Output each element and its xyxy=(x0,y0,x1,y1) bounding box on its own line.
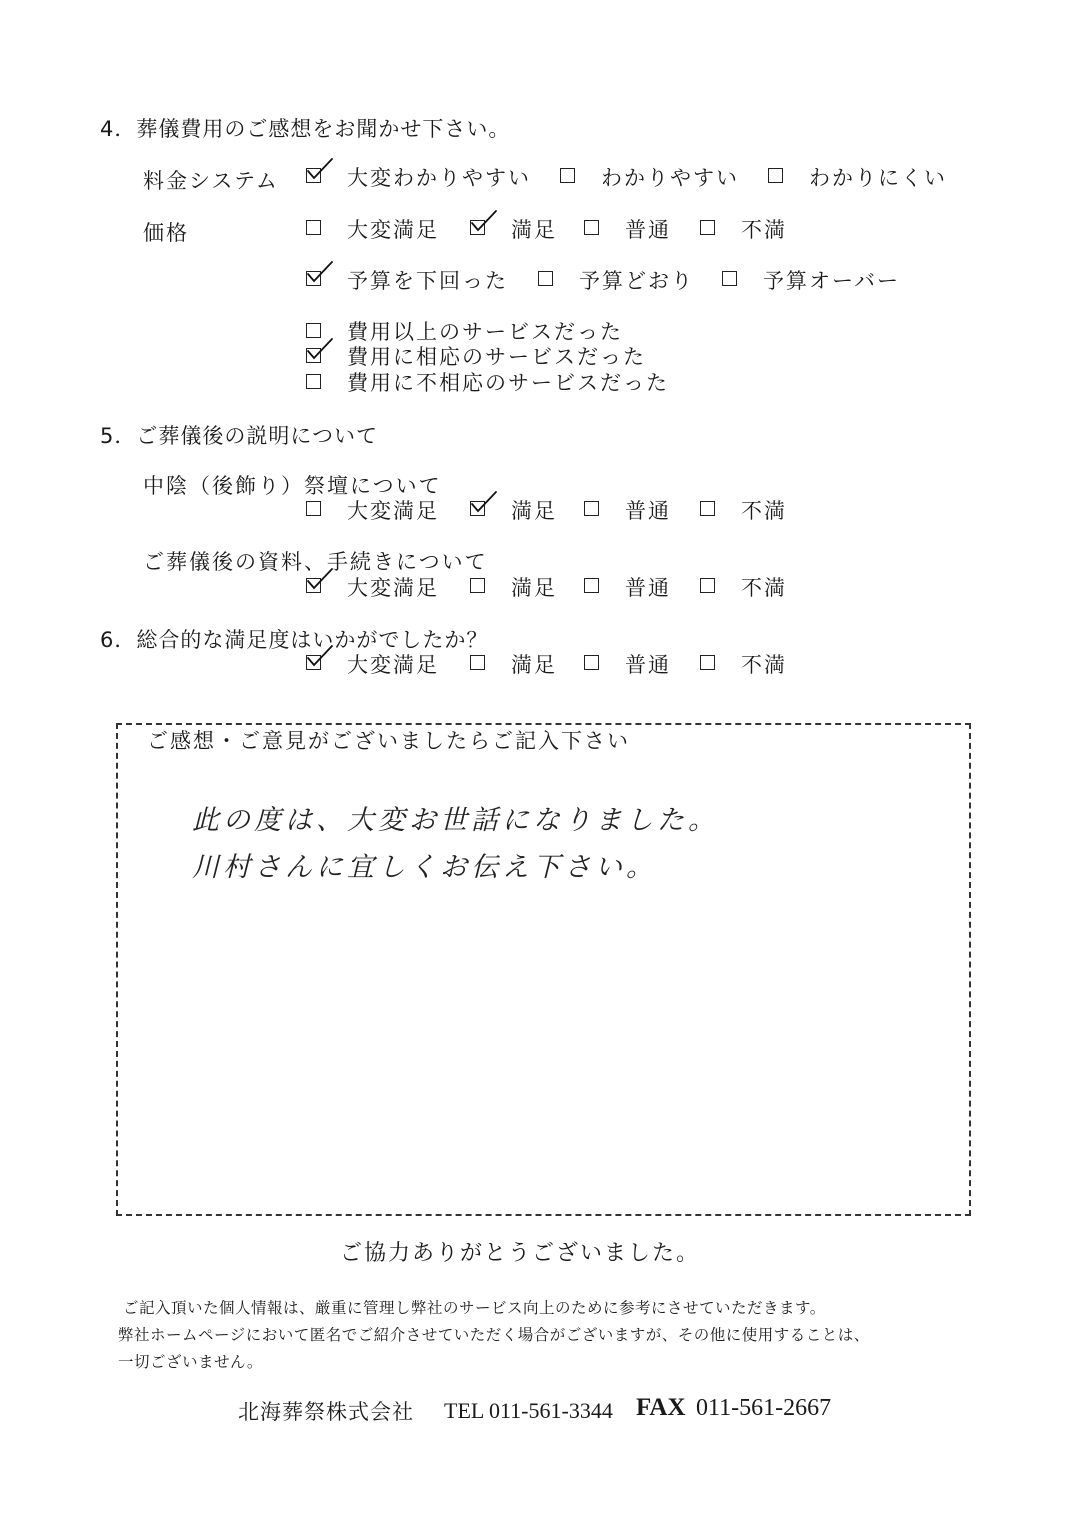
option-overall-very-satisfied: 大変満足 xyxy=(347,653,439,677)
checkbox-docs-very-satisfied[interactable] xyxy=(306,578,321,593)
checkbox-very-clear[interactable] xyxy=(306,168,321,183)
q5-title: 5．ご葬儀後の説明について xyxy=(100,424,378,448)
option-altar-dissatisfied: 不満 xyxy=(741,499,787,523)
option-unclear: わかりにくい xyxy=(809,166,947,190)
checkbox-altar-satisfied[interactable] xyxy=(470,501,485,516)
thanks-message: ご協力ありがとうございました。 xyxy=(340,1241,701,1266)
option-altar-very-satisfied: 大変満足 xyxy=(347,499,439,523)
checkbox-unclear[interactable] xyxy=(768,168,783,183)
option-docs-dissatisfied: 不満 xyxy=(741,576,787,600)
checkmark-icon xyxy=(305,337,335,363)
checkmark-icon xyxy=(305,644,335,670)
option-price-dissatisfied: 不満 xyxy=(741,218,787,242)
privacy-line-2: 弊社ホームページにおいて匿名でご紹介させていただく場合がございますが、その他に使用することは、 xyxy=(118,1326,870,1344)
option-price-very-satisfied: 大変満足 xyxy=(347,218,439,242)
checkbox-under-budget[interactable] xyxy=(306,271,321,286)
fax-number: 011-561-2667 xyxy=(696,1395,832,1421)
option-overall-dissatisfied: 不満 xyxy=(741,653,787,677)
option-clear: わかりやすい xyxy=(601,166,739,190)
privacy-line-3: 一切ございません。 xyxy=(118,1353,263,1371)
fax-label: FAX xyxy=(636,1394,686,1421)
option-overall-satisfied: 満足 xyxy=(511,653,557,677)
checkbox-price-satisfied[interactable] xyxy=(470,220,485,235)
checkbox-service-below[interactable] xyxy=(306,374,321,389)
option-very-clear: 大変わかりやすい xyxy=(347,166,531,190)
checkbox-service-match[interactable] xyxy=(306,348,321,363)
comment-heading: ご感想・ご意見がございましたらご記入下さい xyxy=(143,725,634,755)
price-label: 価格 xyxy=(143,221,189,245)
option-over-budget: 予算オーバー xyxy=(763,269,900,293)
checkbox-price-very-satisfied[interactable] xyxy=(306,220,321,235)
option-docs-very-satisfied: 大変満足 xyxy=(347,576,439,600)
option-altar-satisfied: 満足 xyxy=(511,499,557,523)
checkbox-overall-very-satisfied[interactable] xyxy=(306,655,321,670)
checkmark-icon xyxy=(305,567,335,593)
checkbox-docs-dissatisfied[interactable] xyxy=(700,578,715,593)
privacy-line-1: ご記入頂いた個人情報は、厳重に管理し弊社のサービス向上のために参考にさせていただきます。 xyxy=(123,1299,826,1317)
checkmark-icon xyxy=(469,490,499,516)
tel-number: TEL 011-561-3344 xyxy=(444,1398,613,1423)
checkbox-over-budget[interactable] xyxy=(722,271,737,286)
checkbox-price-average[interactable] xyxy=(584,220,599,235)
docs-label: ご葬儀後の資料、手続きについて xyxy=(143,550,488,574)
option-service-above: 費用以上のサービスだった xyxy=(347,320,623,344)
altar-label: 中陰（後飾り）祭壇について xyxy=(143,474,442,498)
checkbox-docs-satisfied[interactable] xyxy=(470,578,485,593)
checkbox-service-above[interactable] xyxy=(306,323,321,338)
checkmark-icon xyxy=(305,260,335,286)
option-docs-satisfied: 満足 xyxy=(511,576,557,600)
option-price-satisfied: 満足 xyxy=(511,218,557,242)
option-service-match: 費用に相応のサービスだった xyxy=(347,345,646,369)
checkbox-overall-average[interactable] xyxy=(584,655,599,670)
checkbox-clear[interactable] xyxy=(560,168,575,183)
checkbox-altar-average[interactable] xyxy=(584,501,599,516)
fee-system-label: 料金システム xyxy=(143,169,279,193)
q6-title: 6．総合的な満足度はいかがでしたか？ xyxy=(100,628,489,652)
checkbox-overall-dissatisfied[interactable] xyxy=(700,655,715,670)
company-name: 北海葬祭株式会社 xyxy=(238,1400,414,1424)
option-docs-average: 普通 xyxy=(625,576,671,600)
option-price-average: 普通 xyxy=(625,218,671,242)
option-under-budget: 予算を下回った xyxy=(347,269,508,293)
option-on-budget: 予算どおり xyxy=(579,269,694,293)
checkbox-overall-satisfied[interactable] xyxy=(470,655,485,670)
option-altar-average: 普通 xyxy=(625,499,671,523)
option-overall-average: 普通 xyxy=(625,653,671,677)
checkbox-price-dissatisfied[interactable] xyxy=(700,220,715,235)
checkbox-on-budget[interactable] xyxy=(538,271,553,286)
comment-line-2: 川村さんに宜しくお伝え下さい。 xyxy=(192,852,657,883)
checkmark-icon xyxy=(305,157,335,183)
comment-line-1: 此の度は、大変お世話になりました。 xyxy=(192,805,719,836)
option-service-below: 費用に不相応のサービスだった xyxy=(347,371,669,395)
checkmark-icon xyxy=(469,209,499,235)
comment-box[interactable] xyxy=(116,723,971,1216)
q4-title: 4．葬儀費用のご感想をお聞かせ下さい。 xyxy=(100,117,511,141)
checkbox-docs-average[interactable] xyxy=(584,578,599,593)
checkbox-altar-very-satisfied[interactable] xyxy=(306,501,321,516)
checkbox-altar-dissatisfied[interactable] xyxy=(700,501,715,516)
